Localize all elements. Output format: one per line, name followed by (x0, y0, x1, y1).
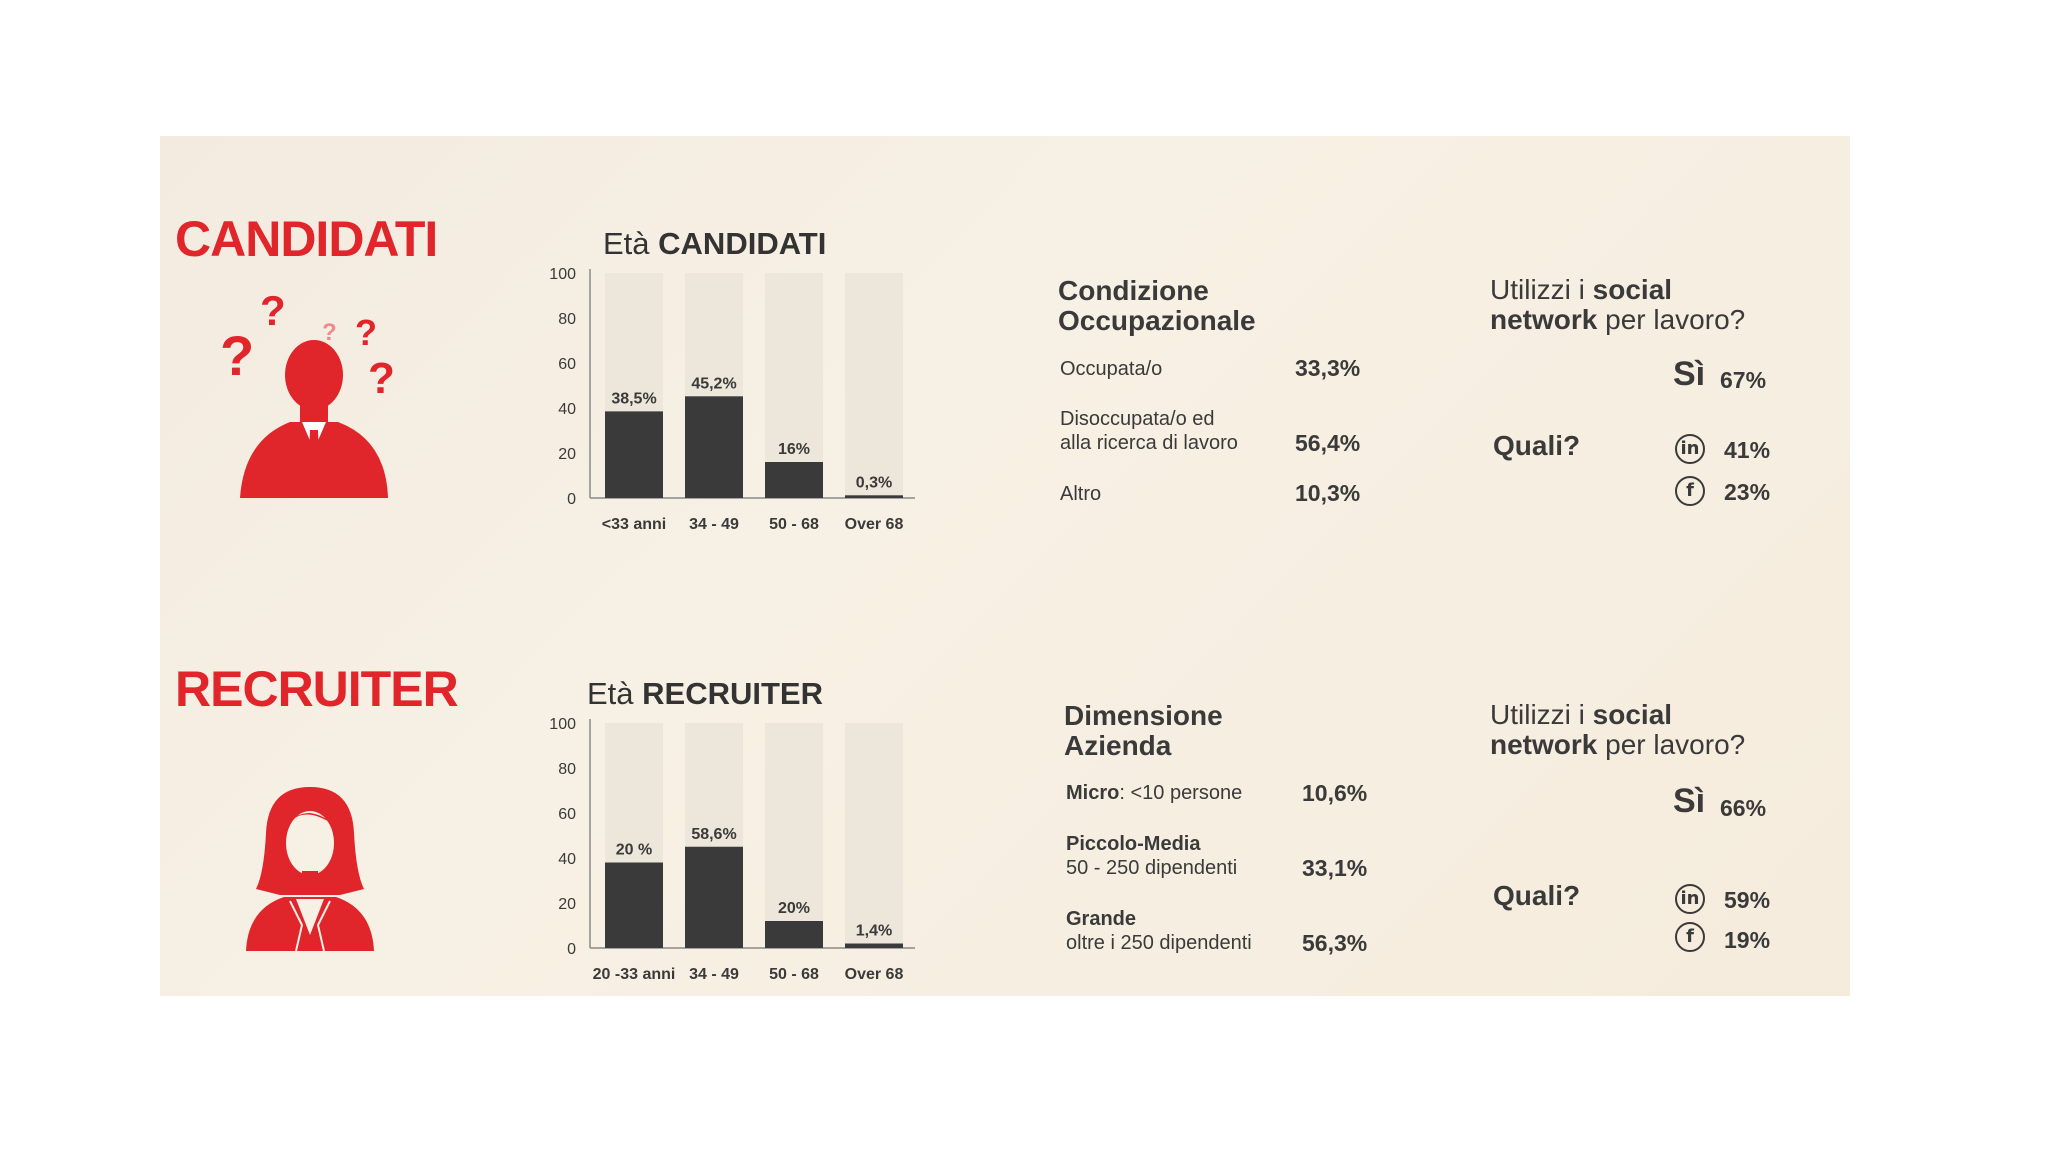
candidati-title: CANDIDATI (175, 211, 438, 267)
condizione-title: Condizione Occupazionale (1058, 275, 1256, 336)
bar (685, 396, 743, 498)
y-tick-label: 60 (558, 356, 576, 373)
y-tick-label: 100 (549, 266, 576, 283)
data-label: 38,5% (611, 390, 657, 408)
bar (845, 944, 903, 949)
x-tick-label: 34 - 49 (689, 966, 739, 983)
y-tick-label: 20 (558, 446, 576, 463)
recruiter-si-label: Sì (1673, 782, 1706, 820)
facebook-icon: f (1675, 922, 1705, 952)
dimensione-row-2-label: Piccolo-Media 50 - 250 dipendenti (1066, 833, 1238, 879)
bar-background (845, 723, 903, 948)
condizione-row-1-value: 33,3% (1295, 355, 1361, 381)
recruiter-title: RECRUITER (175, 661, 458, 717)
x-tick-label: 50 - 68 (769, 966, 819, 983)
bar (765, 462, 823, 498)
dimensione-title: Dimensione Azienda (1064, 700, 1223, 761)
data-label: 1,4% (855, 922, 893, 940)
data-label: 58,6% (691, 825, 737, 843)
data-label: 0,3% (855, 474, 893, 492)
data-label: 20% (777, 900, 811, 917)
y-tick-label: 20 (558, 896, 576, 913)
candidati-quali-label: Quali? (1493, 430, 1581, 461)
y-tick-label: 40 (558, 401, 576, 418)
candidati-social-question: Utilizzi i social network per lavoro? (1490, 274, 1746, 335)
data-label: 16% (777, 441, 811, 458)
dimensione-row-1-label: Micro: <10 persone (1066, 782, 1243, 804)
x-tick-label: <33 anni (601, 516, 667, 533)
linkedin-icon: in (1675, 434, 1705, 464)
candidati-chart-title: Età CANDIDATI (603, 226, 827, 261)
candidati-si-label: Sì (1673, 355, 1706, 393)
y-tick-label: 80 (558, 311, 576, 328)
dimensione-row-2-value: 33,1% (1302, 855, 1368, 881)
recruiter-si-value: 66% (1720, 795, 1767, 821)
recruiter-age-chart (520, 705, 940, 995)
svg-text:?: ? (355, 312, 377, 353)
y-tick-label: 0 (567, 491, 576, 508)
dimensione-row-3-label: Grande oltre i 250 dipendenti (1066, 908, 1252, 954)
x-tick-label: 34 - 49 (689, 516, 739, 533)
candidate-person-question-icon (210, 280, 400, 500)
recruiter-linkedin-value: 59% (1724, 887, 1771, 913)
x-tick-label: 20 -33 anni (592, 966, 676, 983)
candidati-facebook-value: 23% (1724, 479, 1771, 505)
recruiter-social-question: Utilizzi i social network per lavoro? (1490, 699, 1746, 760)
candidati-linkedin-value: 41% (1724, 437, 1771, 463)
dimensione-row-3-value: 56,3% (1302, 930, 1368, 956)
recruiter-chart-title: Età RECRUITER (587, 676, 823, 711)
y-tick-label: 40 (558, 851, 576, 868)
svg-text:?: ? (322, 319, 337, 346)
bar (765, 921, 823, 948)
condizione-row-3-label: Altro (1060, 483, 1102, 505)
y-tick-label: 80 (558, 761, 576, 778)
data-label: 45,2% (691, 375, 737, 393)
recruiter-quali-label: Quali? (1493, 880, 1581, 911)
data-label: 20 % (615, 841, 653, 859)
bar (605, 411, 663, 498)
linkedin-icon: in (1675, 884, 1705, 914)
condizione-row-2-value: 56,4% (1295, 430, 1361, 456)
recruiter-woman-icon (240, 785, 380, 955)
condizione-row-3-value: 10,3% (1295, 480, 1361, 506)
candidati-si-value: 67% (1720, 367, 1767, 393)
facebook-icon: f (1675, 476, 1705, 506)
y-tick-label: 100 (549, 716, 576, 733)
recruiter-facebook-value: 19% (1724, 927, 1771, 953)
x-tick-label: 50 - 68 (769, 516, 819, 533)
condizione-row-2-label: Disoccupata/o ed alla ricerca di lavoro (1060, 408, 1238, 454)
bar-background (845, 273, 903, 498)
y-tick-label: 60 (558, 806, 576, 823)
svg-text:?: ? (260, 287, 286, 334)
svg-text:?: ? (368, 354, 395, 403)
condizione-row-1-label: Occupata/o (1060, 358, 1163, 380)
y-tick-label: 0 (567, 941, 576, 958)
dimensione-row-1-value: 10,6% (1302, 780, 1368, 806)
candidati-age-chart (520, 255, 940, 545)
svg-text:?: ? (220, 324, 255, 387)
bar (605, 863, 663, 949)
x-tick-label: Over 68 (844, 516, 904, 533)
x-tick-label: Over 68 (844, 966, 904, 983)
bar (845, 495, 903, 498)
bar (685, 847, 743, 948)
